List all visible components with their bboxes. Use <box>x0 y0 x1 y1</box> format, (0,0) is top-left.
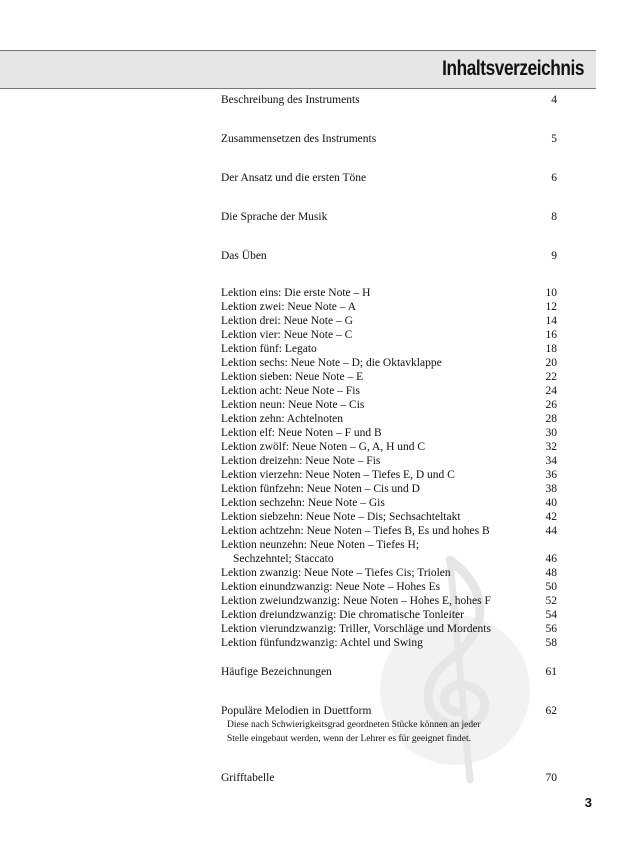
toc-page: 46 <box>545 553 557 565</box>
toc-entry[interactable] <box>221 356 557 370</box>
toc-title: Lektion dreiundzwanzig: Die chromatische Tonleiter <box>221 609 464 621</box>
toc-page: 28 <box>545 413 557 425</box>
toc-entry[interactable] <box>221 286 557 300</box>
toc-entry[interactable] <box>221 171 557 185</box>
toc-entry[interactable] <box>221 440 557 454</box>
toc-note: Stelle eingebaut werden, wenn der Lehrer es für geeignet findet. <box>227 734 471 744</box>
toc-page: 26 <box>545 399 557 411</box>
toc-page: 30 <box>545 427 557 439</box>
toc-entry[interactable] <box>221 384 557 398</box>
page-number: 3 <box>584 795 592 810</box>
toc-title: Lektion einundzwanzig: Neue Note – Hohes Es <box>221 581 441 593</box>
toc-title: Die Sprache der Musik <box>221 211 328 223</box>
toc-entry[interactable] <box>221 132 557 146</box>
toc-page: 38 <box>545 483 557 495</box>
toc-title: Lektion vierzehn: Neue Noten – Tiefes E, D und C <box>221 469 455 481</box>
toc-title: Lektion zwölf: Neue Noten – G, A, H und C <box>221 441 426 453</box>
toc-page: 20 <box>545 357 557 369</box>
toc-title: Lektion fünfzehn: Neue Noten – Cis und D <box>221 483 420 495</box>
toc-entry[interactable] <box>221 524 557 538</box>
toc-entry[interactable] <box>221 300 557 314</box>
page-title: Inhaltsverzeichnis <box>442 57 584 80</box>
toc-page: 22 <box>545 371 557 383</box>
toc-entry[interactable] <box>221 552 557 566</box>
toc-title: Lektion zwanzig: Neue Note – Tiefes Cis; Triolen <box>221 567 451 579</box>
toc-note: Diese nach Schwierigkeitsgrad geordneten Stücke können an jeder <box>227 720 481 730</box>
toc-entry[interactable] <box>221 426 557 440</box>
toc-title: Lektion neun: Neue Note – Cis <box>221 399 365 411</box>
toc-page: 70 <box>545 772 557 784</box>
toc-entry[interactable] <box>221 93 557 107</box>
toc-page: 62 <box>545 705 557 717</box>
toc-title: Zusammensetzen des Instruments <box>221 133 377 145</box>
toc-title: Populäre Melodien in Duettform <box>221 705 372 717</box>
toc-page: 5 <box>551 133 557 145</box>
toc-title: Das Üben <box>221 250 267 262</box>
toc-title: Grifftabelle <box>221 772 275 784</box>
toc-page: 8 <box>551 211 557 223</box>
toc-page: 32 <box>545 441 557 453</box>
toc-entry[interactable] <box>221 328 557 342</box>
toc-page: 58 <box>545 637 557 649</box>
toc-title: Lektion sechs: Neue Note – D; die Oktavklappe <box>221 357 442 369</box>
toc-title: Lektion siebzehn: Neue Note – Dis; Sechsachteltakt <box>221 511 461 523</box>
toc-entry[interactable] <box>221 370 557 384</box>
toc-title: Lektion vierundzwanzig: Triller, Vorschläge und Mordents <box>221 623 491 635</box>
toc-entry[interactable] <box>221 249 557 263</box>
toc-entry[interactable] <box>221 622 557 636</box>
toc-entry[interactable] <box>221 342 557 356</box>
toc-title: Lektion elf: Neue Noten – F und B <box>221 427 382 439</box>
toc-title: Lektion zehn: Achtelnoten <box>221 413 343 425</box>
toc-entry[interactable] <box>221 468 557 482</box>
toc-title: Lektion drei: Neue Note – G <box>221 315 353 327</box>
toc-appendix <box>221 665 557 785</box>
toc-page: 24 <box>545 385 557 397</box>
toc-entry[interactable] <box>221 771 557 785</box>
toc-page: 36 <box>545 469 557 481</box>
toc-intro <box>221 93 557 263</box>
toc-page: 10 <box>545 287 557 299</box>
toc-page: 12 <box>545 301 557 313</box>
toc-entry[interactable] <box>221 594 557 608</box>
toc-page: 18 <box>545 343 557 355</box>
toc-page: 44 <box>545 525 557 537</box>
toc-title: Lektion sechzehn: Neue Note – Gis <box>221 497 385 509</box>
toc-entry[interactable] <box>221 608 557 622</box>
toc-title: Lektion neunzehn: Neue Noten – Tiefes H; <box>221 539 420 551</box>
toc-page: 34 <box>545 455 557 467</box>
toc-title: Der Ansatz und die ersten Töne <box>221 172 367 184</box>
toc-page: 16 <box>545 329 557 341</box>
toc-title: Beschreibung des Instruments <box>221 94 360 106</box>
toc-entry[interactable] <box>221 210 557 224</box>
toc-title: Lektion zwei: Neue Note – A <box>221 301 357 313</box>
toc-entry[interactable] <box>221 482 557 496</box>
toc-entry[interactable] <box>221 398 557 412</box>
toc-title: Lektion sieben: Neue Note – E <box>221 371 364 383</box>
toc-page: 4 <box>551 94 557 106</box>
toc-page: 56 <box>545 623 557 635</box>
toc-entry[interactable] <box>221 636 557 650</box>
toc-title: Lektion achtzehn: Neue Noten – Tiefes B, Es und hohes B <box>221 525 490 537</box>
toc-entry[interactable] <box>221 314 557 328</box>
toc-page: 48 <box>545 567 557 579</box>
toc-title: Lektion dreizehn: Neue Note – Fis <box>221 455 381 467</box>
toc-page: 61 <box>545 666 557 678</box>
toc-entry[interactable] <box>221 566 557 580</box>
toc-title: Lektion vier: Neue Note – C <box>221 329 353 341</box>
toc-title: Lektion zweiundzwanzig: Neue Noten – Hohes E, hohes F <box>221 595 491 607</box>
toc-entry[interactable] <box>221 496 557 510</box>
toc-title: Sechzehntel; Staccato <box>233 553 334 565</box>
toc-entry[interactable] <box>221 538 557 552</box>
toc-page: 40 <box>545 497 557 509</box>
toc-entry[interactable] <box>221 665 557 679</box>
toc-entry[interactable] <box>221 704 557 718</box>
toc-entry[interactable] <box>221 412 557 426</box>
toc-entry[interactable] <box>221 580 557 594</box>
toc-page: 54 <box>545 609 557 621</box>
toc-title: Lektion acht: Neue Note – Fis <box>221 385 360 397</box>
toc-title: Lektion eins: Die erste Note – H <box>221 287 371 299</box>
toc-entry[interactable] <box>221 510 557 524</box>
toc-page: 9 <box>551 250 557 262</box>
toc-page: 52 <box>545 595 557 607</box>
toc-page: 14 <box>545 315 557 327</box>
toc-title: Lektion fünf: Legato <box>221 343 317 355</box>
toc-page: 50 <box>545 581 557 593</box>
toc-page: 6 <box>551 172 557 184</box>
toc-entry[interactable] <box>221 454 557 468</box>
toc-page: 42 <box>545 511 557 523</box>
toc-title: Lektion fünfundzwanzig: Achtel und Swing <box>221 637 423 649</box>
toc-lessons <box>221 286 557 650</box>
toc-title: Häufige Bezeichnungen <box>221 666 332 678</box>
